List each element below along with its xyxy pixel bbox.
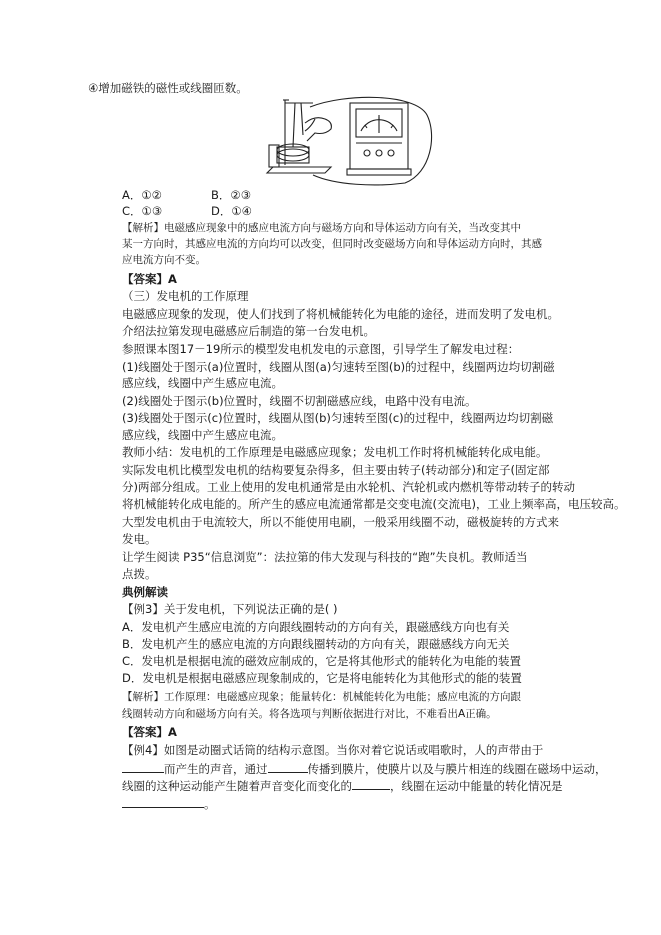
analysis-1-line: 应电流方向不变。 <box>122 254 206 266</box>
answer-blank[interactable] <box>268 760 308 773</box>
paragraph-line: 实际发电机比模型发电机的结构要复杂得多，但主要由转子(转动部分)和定子(固定部 <box>122 463 550 477</box>
answer-blank[interactable] <box>352 777 390 790</box>
paragraph-line: 教师小结：发电机的工作原理是电磁感应现象；发电机工作时将机械能转化成电能。 <box>122 445 548 459</box>
answer-3: 【答案】A <box>122 725 177 739</box>
item-four-text: ④增加磁铁的磁性或线圈匝数。 <box>88 81 248 95</box>
paragraph-line: (1)线圈处于图示(a)位置时，线圈从图(a)匀速转至图(b)的过程中，线圈两边均切割磁 <box>122 360 555 374</box>
answer-1: 【答案】A <box>122 272 177 286</box>
paragraph-line: 点拨。 <box>122 567 157 581</box>
paragraph-line: 分)两部分组成。工业上使用的发电机通常是由水轮机、汽轮机或内燃机等带动转子的转动 <box>122 480 575 494</box>
paragraph-line: 让学生阅读 P35“信息浏览”：法拉第的伟大发现与科技的“跑”失良机。教师适当 <box>122 550 528 564</box>
paragraph-line: 感应线，线圈中产生感应电流。 <box>122 376 283 390</box>
example-4-line: 【例4】如图是动圈式话筒的结构示意图。当你对着它说话或唱歌时，人的声带由于 <box>122 743 544 757</box>
galvanometer-body <box>350 103 408 169</box>
example-3-analysis: 【解析】工作原理：电磁感应现象；能量转化：机械能转化为电能；感应电流的方向跟 <box>122 691 521 703</box>
example-4-line: 而产生的声音，通过 传播到膜片，使膜片以及与膜片相连的线圈在磁场中运动， <box>122 760 607 777</box>
choice-c: C．①③ <box>122 204 163 218</box>
paragraph-line: 参照课本图17－19所示的模型发电机发电的示意图，引导学生了解发电过程： <box>122 342 520 356</box>
example-4-line: 。 <box>122 795 216 812</box>
paragraph-line: 感应线，线圈中产生感应电流。 <box>122 428 283 442</box>
example-3-question: 【例3】关于发电机，下列说法正确的是( ) <box>122 602 338 616</box>
paragraph-line: 电磁感应现象的发现，使人们找到了将机械能转化为电能的途径，进而发明了发电机。 <box>122 307 559 321</box>
choice-a: A．①② <box>122 188 162 202</box>
example-3-option: D．发电机是根据电磁感应现象制成的，它是将电能转化为其他形式的能的装置 <box>122 671 522 685</box>
choice-d: D．①④ <box>211 204 252 218</box>
paragraph-line: 发电。 <box>122 532 157 546</box>
paragraph-line: 介绍法拉第发现电磁感应后制造的第一台发电机。 <box>122 324 375 338</box>
answer-blank[interactable] <box>122 760 164 773</box>
paragraph-line: 将机械能转化成电能的。所产生的感应电流通常都是交变电流(交流电)，工业上频率高，电压较高。 <box>122 497 626 511</box>
example-3-analysis: 线圈转动方向和磁场方向有关。将各选项与判断依据进行对比，不难看出A正确。 <box>122 708 497 720</box>
paragraph-line: (2)线圈处于图示(b)位置时，线圈不切割磁感应线，电路中没有电流。 <box>122 394 477 408</box>
answer-blank[interactable] <box>122 795 204 808</box>
examples-heading: 典例解读 <box>122 585 168 599</box>
choice-b: B．②③ <box>211 188 252 202</box>
paragraph-line: 大型发电机由于电流较大，所以不能使用电刷，一般采用线圈不动，磁极旋转的方式来 <box>122 515 559 529</box>
example-4-line: 线圈的这种运动能产生随着声音变化而变化的 ，线圈在运动中能量的转化情况是 <box>122 779 563 793</box>
analysis-1-line: 某一方向时，其感应电流的方向均可以改变，但同时改变磁场方向和导体运动方向时，其感 <box>122 238 542 250</box>
analysis-1-line: 【解析】电磁感应现象中的感应电流方向与磁场方向和导体运动方向有关，当改变其中 <box>122 222 521 234</box>
example-3-option: B．发电机产生的感应电流的方向跟线圈转动的方向有关，跟磁感线方向无关 <box>122 637 510 651</box>
example-3-option: C．发电机是根据电流的磁效应制成的，它是将其他形式的能转化为电能的装置 <box>122 654 522 668</box>
experiment-figure <box>255 95 435 187</box>
paragraph-line: (3)线圈处于图示(c)位置时，线圈从图(b)匀速转至图(c)的过程中，线圈两边均切割磁 <box>122 411 554 425</box>
section-heading: （三）发电机的工作原理 <box>122 289 249 303</box>
example-3-option: A．发电机产生感应电流的方向跟线圈转动的方向有关，跟磁感线方向也有关 <box>122 620 510 634</box>
